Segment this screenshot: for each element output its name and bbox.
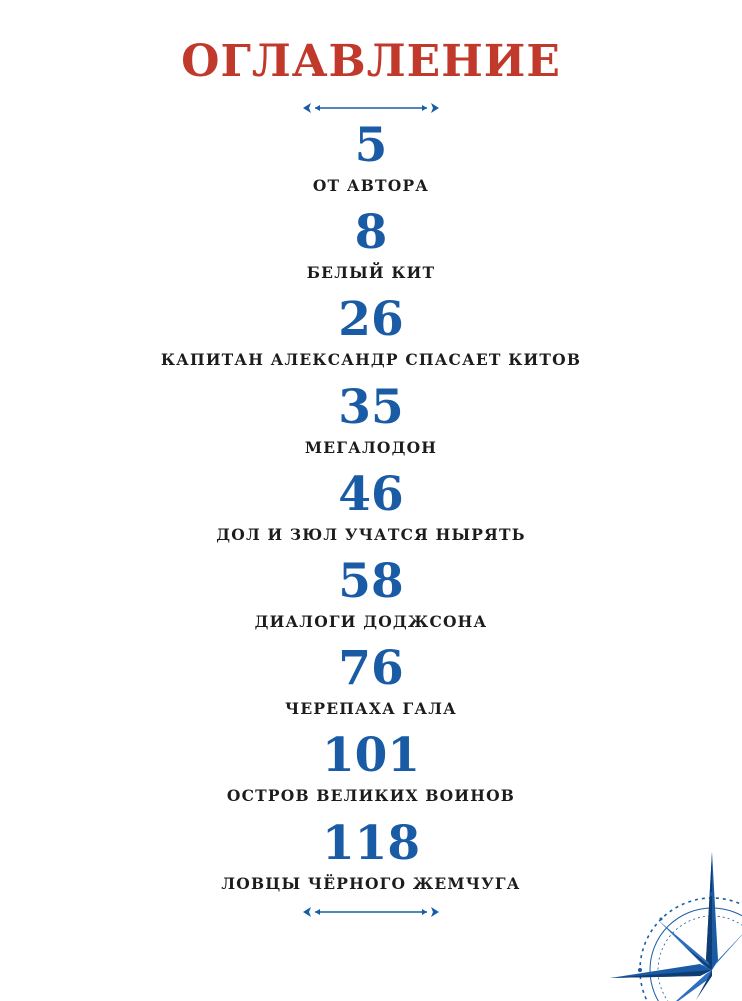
- toc-page-number: 26: [338, 292, 404, 348]
- toc-page-number: 35: [338, 379, 404, 435]
- page-title: ОГЛАВЛЕНИЕ: [181, 36, 561, 87]
- toc-entry: [0, 380, 742, 467]
- toc-entry: [0, 292, 742, 379]
- toc-entry: [0, 641, 742, 728]
- toc-chapter-title: ДИАЛОГИ ДОДЖСОНА: [254, 611, 488, 631]
- toc-page-number: 118: [321, 815, 421, 871]
- toc-page-number: 101: [321, 728, 421, 784]
- toc-page-number: 5: [354, 118, 388, 173]
- toc-chapter-title: ЧЕРЕПАХА ГАЛА: [284, 699, 457, 719]
- toc-chapter-title: ОСТРОВ ВЕЛИКИХ ВОИНОВ: [226, 786, 516, 806]
- toc-chapter-title: БЕЛЫЙ КИТ: [306, 263, 436, 283]
- toc-entry: [0, 467, 742, 554]
- toc-chapter-title: КАПИТАН АЛЕКСАНДР СПАСАЕТ КИТОВ: [160, 350, 582, 370]
- toc-page-number: 76: [338, 641, 404, 697]
- ornamental-divider-icon: [301, 904, 441, 920]
- toc-page-number: 58: [338, 553, 404, 609]
- toc-page-number: 8: [354, 205, 388, 261]
- toc-entry: [0, 118, 742, 205]
- toc-entry: [0, 205, 742, 292]
- toc-entry: [0, 728, 742, 815]
- toc-chapter-title: ЛОВЦЫ ЧЁРНОГО ЖЕМЧУГА: [221, 873, 521, 893]
- compass-rose-icon: [600, 850, 742, 1001]
- toc-page-number: 46: [338, 466, 404, 522]
- table-of-contents: [0, 118, 742, 903]
- toc-entry: [0, 554, 742, 641]
- toc-chapter-title: ДОЛ И ЗЮЛ УЧАТСЯ НЫРЯТЬ: [216, 524, 526, 544]
- ornamental-divider-icon: [301, 100, 441, 116]
- toc-chapter-title: МЕГАЛОДОН: [304, 437, 438, 457]
- toc-chapter-title: ОТ АВТОРА: [312, 176, 430, 195]
